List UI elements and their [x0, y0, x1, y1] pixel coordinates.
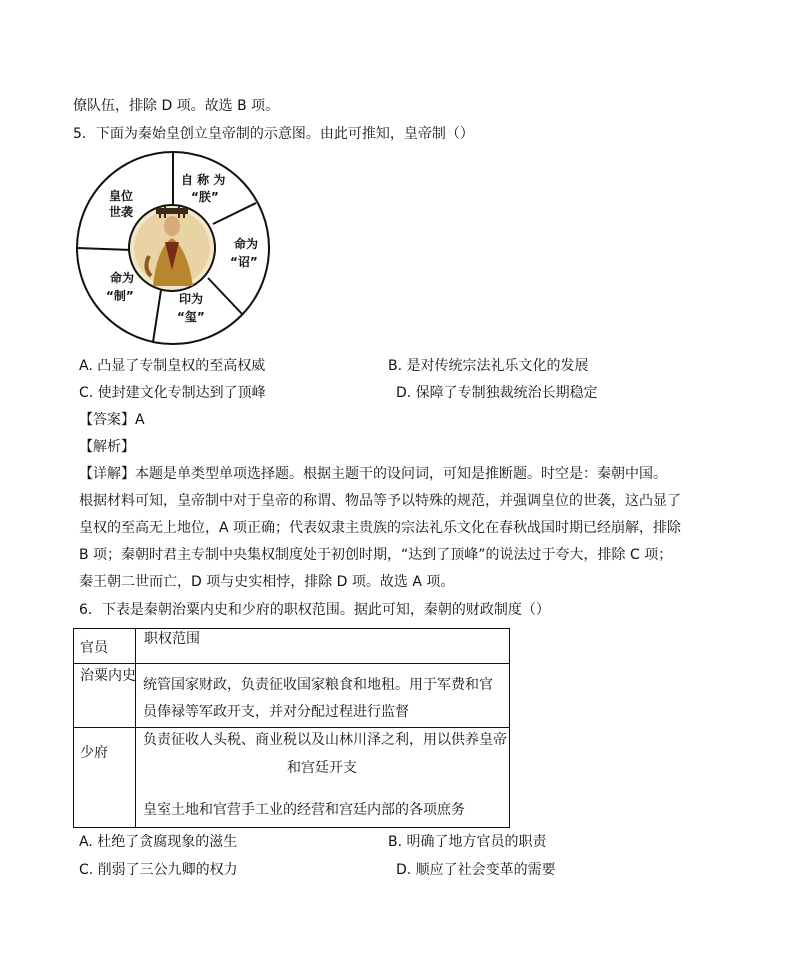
- table-header-duties: 职权范围: [144, 631, 200, 647]
- detail-line: 秦王朝二世而亡，D 项与史实相悖，排除 D 项。故选 A 项。: [79, 574, 455, 590]
- table-cell-duty-line: 统管国家财政，负责征收国家粮食和地租。用于军费和官: [143, 677, 493, 693]
- intro-line: 僚队伍，排除 D 项。故选 B 项。: [73, 98, 280, 114]
- segment-label-line1: 命为: [110, 271, 135, 285]
- table-cell-official: 少府: [80, 745, 108, 761]
- q6-option-b: B. 明确了地方官员的职责: [388, 834, 547, 850]
- answer-tag: 【答案】: [79, 412, 135, 428]
- table-cell-official: 治粟内史: [80, 668, 136, 684]
- table-cell-duty-line: 负责征收人头税、商业税以及山林川泽之利，用以供养皇帝: [143, 732, 507, 748]
- official-duties-table: [73, 628, 510, 828]
- answer-line: [79, 410, 145, 430]
- table-cell-duty-line: 和宫廷开支: [287, 760, 357, 776]
- q6-option-c: C. 削弱了三公九卿的权力: [79, 862, 238, 878]
- segment-label-line1: 命为: [234, 237, 259, 251]
- segment-label-line1: 自 称 为: [181, 173, 226, 187]
- detail-line: 【详解】本题是单类型单项选择题。根据主题干的设问词，可知是推断题。时空是：秦朝中国。: [79, 466, 667, 482]
- q5-option-a: A. 凸显了专制皇权的至高权威: [79, 358, 266, 374]
- table-header-official: 官员: [80, 640, 108, 656]
- table-cell-duty-line: 员俸禄等军政开支，并对分配过程进行监督: [143, 704, 409, 720]
- detail-line: 根据材料可知，皇帝制中对于皇帝的称谓、物品等予以特殊的规范，并强调皇位的世袭，这凸显了: [79, 493, 681, 509]
- analysis-tag: 【解析】: [79, 439, 135, 455]
- segment-label-line1: 皇位: [109, 189, 134, 203]
- table-cell-duty-line: 皇室土地和官营手工业的经营和宫廷内部的各项庶务: [143, 802, 465, 818]
- q5-option-c: C. 使封建文化专制达到了顶峰: [79, 385, 266, 401]
- q5-option-d: D. 保障了专制独裁统治长期稳定: [396, 385, 598, 401]
- emperor-portrait-icon: [129, 205, 215, 291]
- detail-line: 皇权的至高无上地位，A 项正确；代表奴隶主贵族的宗法礼乐文化在春秋战国时期已经崩解，排除: [79, 520, 682, 536]
- q5-option-b: B. 是对传统宗法礼乐文化的发展: [388, 358, 589, 374]
- detail-line: B 项；秦朝时君主专制中央集权制度处于初创时期，“达到了顶峰”的说法过于夸大，排除 C 项；: [79, 547, 673, 563]
- segment-label-line1: 印为: [179, 292, 204, 306]
- q6-option-d: D. 顺应了社会变革的需要: [396, 862, 556, 878]
- emperor-system-diagram: [73, 150, 273, 346]
- question-6-stem: 6．下表是秦朝治粟内史和少府的职权范围。据此可知，秦朝的财政制度（）: [79, 602, 550, 618]
- segment-label-line2: “玺”: [177, 310, 205, 324]
- segment-label-line2: “朕”: [191, 190, 219, 204]
- answer-value: A: [135, 412, 145, 428]
- question-5-stem: 5．下面为秦始皇创立皇帝制的示意图。由此可推知，皇帝制（）: [73, 126, 474, 142]
- table-grid: [73, 628, 510, 828]
- segment-label-line2: 世袭: [109, 205, 134, 219]
- q6-option-a: A. 杜绝了贪腐现象的滋生: [79, 834, 238, 850]
- segment-label-line2: “制”: [106, 289, 134, 303]
- segment-label-line2: “诏”: [230, 255, 258, 269]
